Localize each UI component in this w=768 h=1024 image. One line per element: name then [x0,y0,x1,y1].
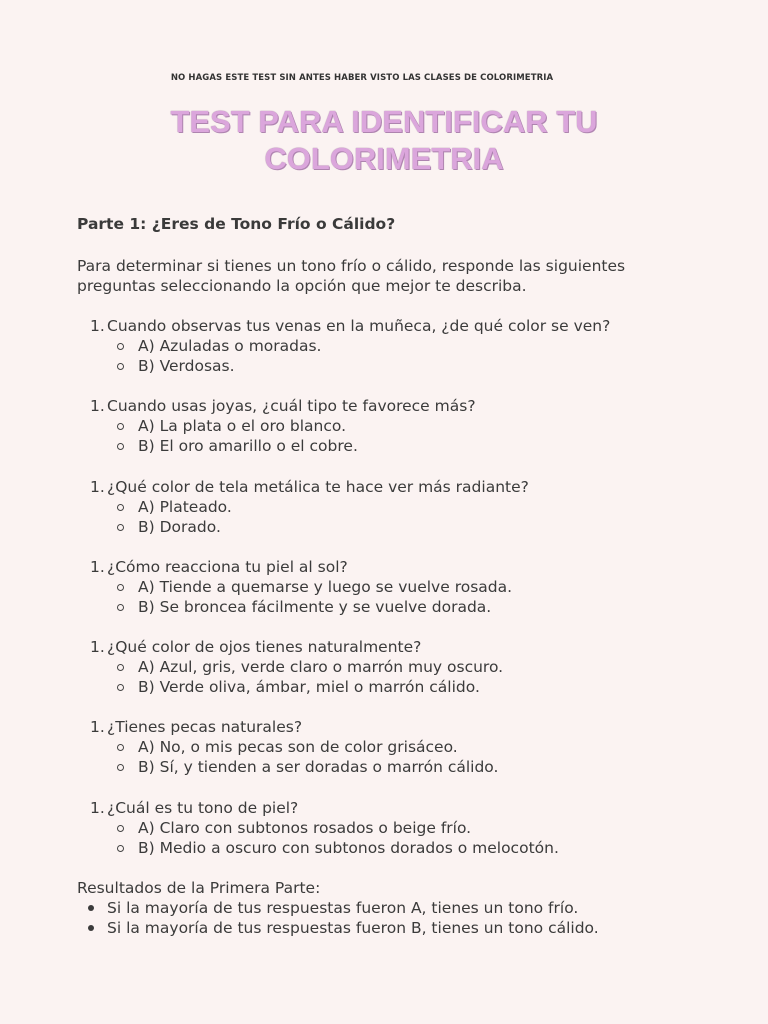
circle-bullet-icon [117,343,124,350]
question-list [0,316,768,878]
option-b: B) Se broncea fácilmente y se vuelve dorada. [138,597,491,617]
circle-bullet-icon [117,363,124,370]
circle-bullet-icon [117,845,124,852]
option-a: A) Azuladas o moradas. [138,336,322,356]
option-a: A) Plateado. [138,497,232,517]
results-title: Resultados de la Primera Parte: [77,879,321,897]
question-number: 1. [90,718,105,737]
question-text: ¿Cómo reacciona tu piel al sol? [107,557,348,576]
question-number: 1. [90,317,105,335]
option-b: B) Medio a oscuro con subtonos dorados o melocotón. [138,838,559,858]
question-item [0,637,768,717]
circle-bullet-icon [117,744,124,751]
question-item [0,717,768,797]
option-a: A) La plata o el oro blanco. [138,416,346,436]
question-item [0,396,768,476]
title-line-1: TEST PARA IDENTIFICAR TU [170,104,598,139]
circle-bullet-icon [117,443,124,450]
question-number: 1. [90,798,105,817]
option-a: A) Azul, gris, verde claro o marrón muy oscuro. [138,657,503,677]
question-text: ¿Qué color de tela metálica te hace ver más radiante? [107,477,529,496]
question-number: 1. [90,477,105,496]
page-title [0,103,768,177]
question-number: 1. [90,397,105,416]
circle-bullet-icon [117,504,124,511]
question-text: ¿Cuál es tu tono de piel? [107,798,299,817]
circle-bullet-icon [117,584,124,591]
intro-line-1: Para determinar si tienes un tono frío o cálido, responde las siguientes [77,257,626,275]
option-a: A) Tiende a quemarse y luego se vuelve rosada. [138,577,512,597]
notice-text: NO HAGAS ESTE TEST SIN ANTES HABER VISTO LAS CLASES DE COLORIMETRIA [170,73,554,83]
question-text: ¿Tienes pecas naturales? [107,718,303,737]
circle-bullet-icon [117,664,124,671]
option-b: B) Dorado. [138,517,221,537]
question-item [0,477,768,557]
question-item [0,316,768,396]
question-item [0,798,768,878]
bullet-dot-icon [88,905,94,911]
option-b: B) Verdosas. [138,356,235,376]
question-number: 1. [90,557,105,576]
option-b: B) Verde oliva, ámbar, miel o marrón cálido. [138,677,480,697]
intro-paragraph [77,256,717,296]
question-text: Cuando observas tus venas en la muñeca, ¿de qué color se ven? [107,317,611,335]
option-a: A) Claro con subtonos rosados o beige frío. [138,818,471,838]
circle-bullet-icon [117,524,124,531]
bullet-dot-icon [88,925,94,931]
title-line-2: COLORIMETRIA [264,141,504,176]
intro-line-2: preguntas seleccionando la opción que mejor te describa. [77,277,527,295]
part-title: Parte 1: ¿Eres de Tono Frío o Cálido? [77,215,396,233]
circle-bullet-icon [117,604,124,611]
result-item: Si la mayoría de tus respuestas fueron B, tienes un tono cálido. [107,918,599,938]
circle-bullet-icon [117,684,124,691]
question-text: Cuando usas joyas, ¿cuál tipo te favorece más? [107,397,476,416]
option-a: A) No, o mis pecas son de color grisáceo. [138,737,458,757]
question-item [0,557,768,637]
question-number: 1. [90,638,105,657]
circle-bullet-icon [117,764,124,771]
option-b: B) El oro amarillo o el cobre. [138,436,358,456]
option-b: B) Sí, y tienden a ser doradas o marrón cálido. [138,757,498,777]
circle-bullet-icon [117,825,124,832]
circle-bullet-icon [117,423,124,430]
question-text: ¿Qué color de ojos tienes naturalmente? [107,638,422,657]
result-item: Si la mayoría de tus respuestas fueron A, tienes un tono frío. [107,898,578,918]
